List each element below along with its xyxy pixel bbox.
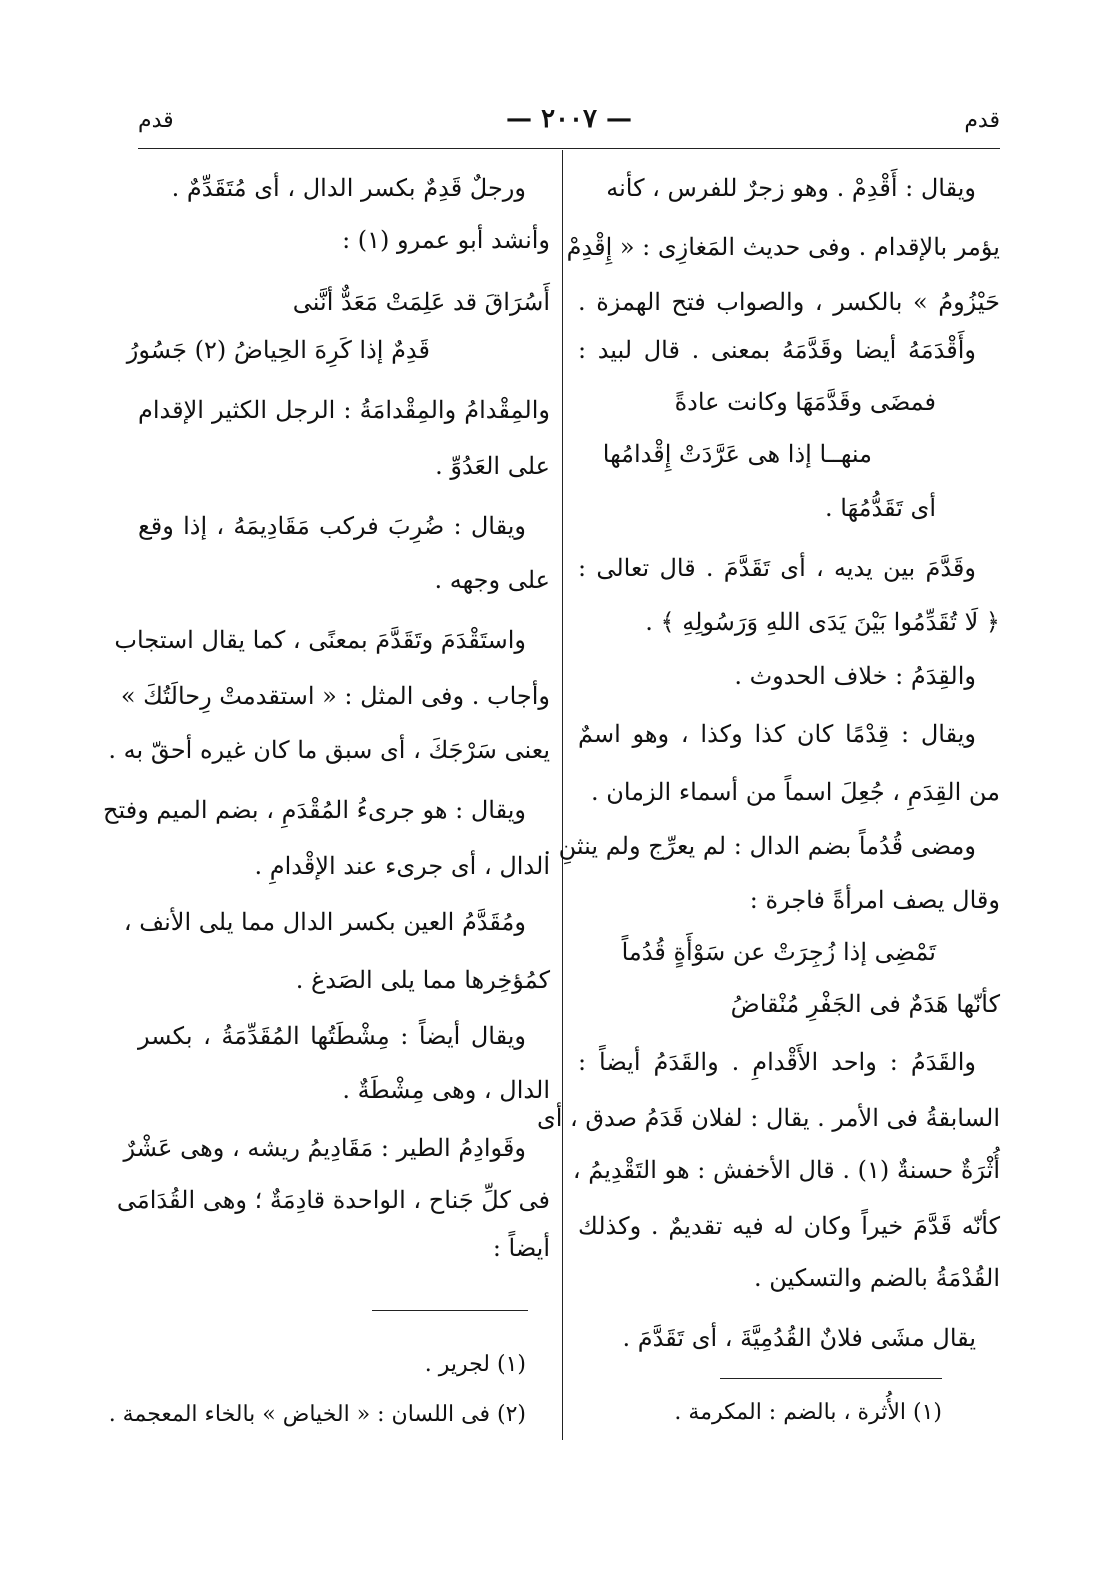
text-line: يقال مشَى فلانٌ القُدُمِيَّةَ ، أى تَقَدَّمَ . [622,1324,976,1352]
text-line: والقِدَمُ : خلاف الحدوث . [734,662,976,690]
text-line: يؤمر بالإقدام . وفى حديث المَغازِى : « إِقْدِمْ [566,233,1000,261]
text-line: واستَقْدَمَ وتَقَدَّمَ بمعنًى ، كما يقال استجاب [114,626,526,654]
text-line: ويقال أيضاً : مِشْطَتُها المُقَدِّمَةُ ، بكسر [138,1022,526,1050]
text-line: ومُقَدَّمُ العين بكسر الدال مما يلى الأنف ، [123,908,526,936]
text-line: يعنى سَرْجَكَ ، أى سبق ما كان غيره أحقّ به . [108,736,550,764]
text-line: الدال ، وهى مِشْطَةٌ . [342,1076,550,1104]
text-line: وأنشد أبو عمرو (١) : [342,226,550,254]
poem-line: أَسُرَاقَ قد عَلِمَتْ مَعَدٌّ أنَّنى [292,288,550,316]
header-right-word: قدم [964,108,1000,133]
text-line: ورجلٌ قَدِمٌ بكسر الدال ، أى مُتَقَدِّمٌ . [171,174,526,202]
poem-line: منهــا إذا هى عَرَّدَتْ إِقْدامُها [602,440,872,468]
text-line: وأَقْدَمَهُ أيضا وقَدَّمَهُ بمعنى . قال لبيد : [578,336,976,364]
text-line: ويقال : قِدْمًا كان كذا وكذا ، وهو اسمٌ [578,720,976,748]
text-line: الدال ، أى جرىء عند الإقْدامِ . [254,852,550,880]
footnote: (١) الأُثرة ، بالضم : المكرمة . [674,1400,942,1425]
text-line: وأجاب . وفى المثل : « استقدمتْ رِحالَتُكَ » [120,682,550,710]
text-line: ومضى قُدُماً بضم الدال : لم يعرِّج ولم ينثنِ . [543,832,976,860]
footnote: (٢) فى اللسان : « الخياض » بالخاء المعجمة . [108,1402,526,1427]
text-line: وقَوادِمُ الطير : مَقَادِيمُ ريشه ، وهى عَشْرٌ [123,1134,526,1162]
text-line: أيضاً : [492,1234,550,1262]
text-line: على وجهه . [434,566,550,594]
footnote-rule [372,1310,528,1311]
text-line: والقَدَمُ : واحد الأَقْدامِ . والقَدَمُ أيضاً : [578,1048,976,1076]
page-header [138,104,1000,142]
text-line: القُدْمَةُ بالضم والتسكين . [753,1264,1000,1292]
poem-line: تَمْضِى إذا زُجِرَتْ عن سَوْأَةٍ قُدُماً [621,938,936,966]
poem-line: فمضَى وقَدَّمَهَا وكانت عادةً [674,388,936,416]
footnote-rule [720,1378,942,1379]
text-line: فى كلِّ جَناح ، الواحدة قادِمَةٌ ؛ وهى القُدَامَى [116,1186,550,1214]
poem-line: قَدِمٌ إذا كَرِهَ الحِياضُ (٢) جَسُورُ [126,336,430,364]
text-line: وقال يصف امرأةً فاجرة : [749,886,1000,914]
poem-line: كأنّها هَدَمٌ فى الجَفْرِ مُنْقاضُ [730,990,1000,1018]
text-line: ويقال : أَقْدِمْ . وهو زجرٌ للفرس ، كأنه [606,174,976,202]
text-line: والمِقْدامُ والمِقْدامَةُ : الرجل الكثير الإقدام [138,396,550,424]
text-line: السابقةُ فى الأمر . يقال : لفلان قَدَمُ صدق ، أى [536,1104,1000,1132]
text-line: أى تَقَدُّمُهَا . [825,494,936,522]
quran-verse: ﴿ لَا تُقَدِّمُوا بَيْنَ يَدَى اللهِ وَرَسُولِهِ ﴾ . [645,608,1000,636]
text-line: كمُؤخِرها مما يلى الصَدغ . [295,966,550,994]
text-line: ويقال : هو جرىءُ المُقْدَمِ ، بضم الميم وفتح [102,796,526,824]
header-left-word: قدم [138,108,174,133]
text-line: ويقال : ضُرِبَ فركب مَقَادِيمَهُ ، إذا وقع [138,512,526,540]
text-line: من القِدَمِ ، جُعِلَ اسماً من أسماء الزمان . [590,778,1000,806]
text-line: أُثْرَةٌ حسنةٌ (١) . قال الأخفش : هو التَقْدِيمُ ، [572,1156,1000,1184]
text-line: حَيْزُومُ » بالكسر ، والصواب فتح الهمزة . [578,288,1000,316]
page-number: — ٢٠٠٧ — [506,104,632,134]
header-rule [138,148,1000,149]
text-line: على العَدُوِّ . [435,452,550,480]
text-line: كأنّه قَدَّمَ خيراً وكان له فيه تقديمٌ . وكذلك [578,1212,1000,1240]
column-divider [562,150,563,1440]
footnote: (١) لجرير . [424,1352,526,1377]
text-line: وقَدَّمَ بين يديه ، أى تَقَدَّمَ . قال تعالى : [578,554,976,582]
